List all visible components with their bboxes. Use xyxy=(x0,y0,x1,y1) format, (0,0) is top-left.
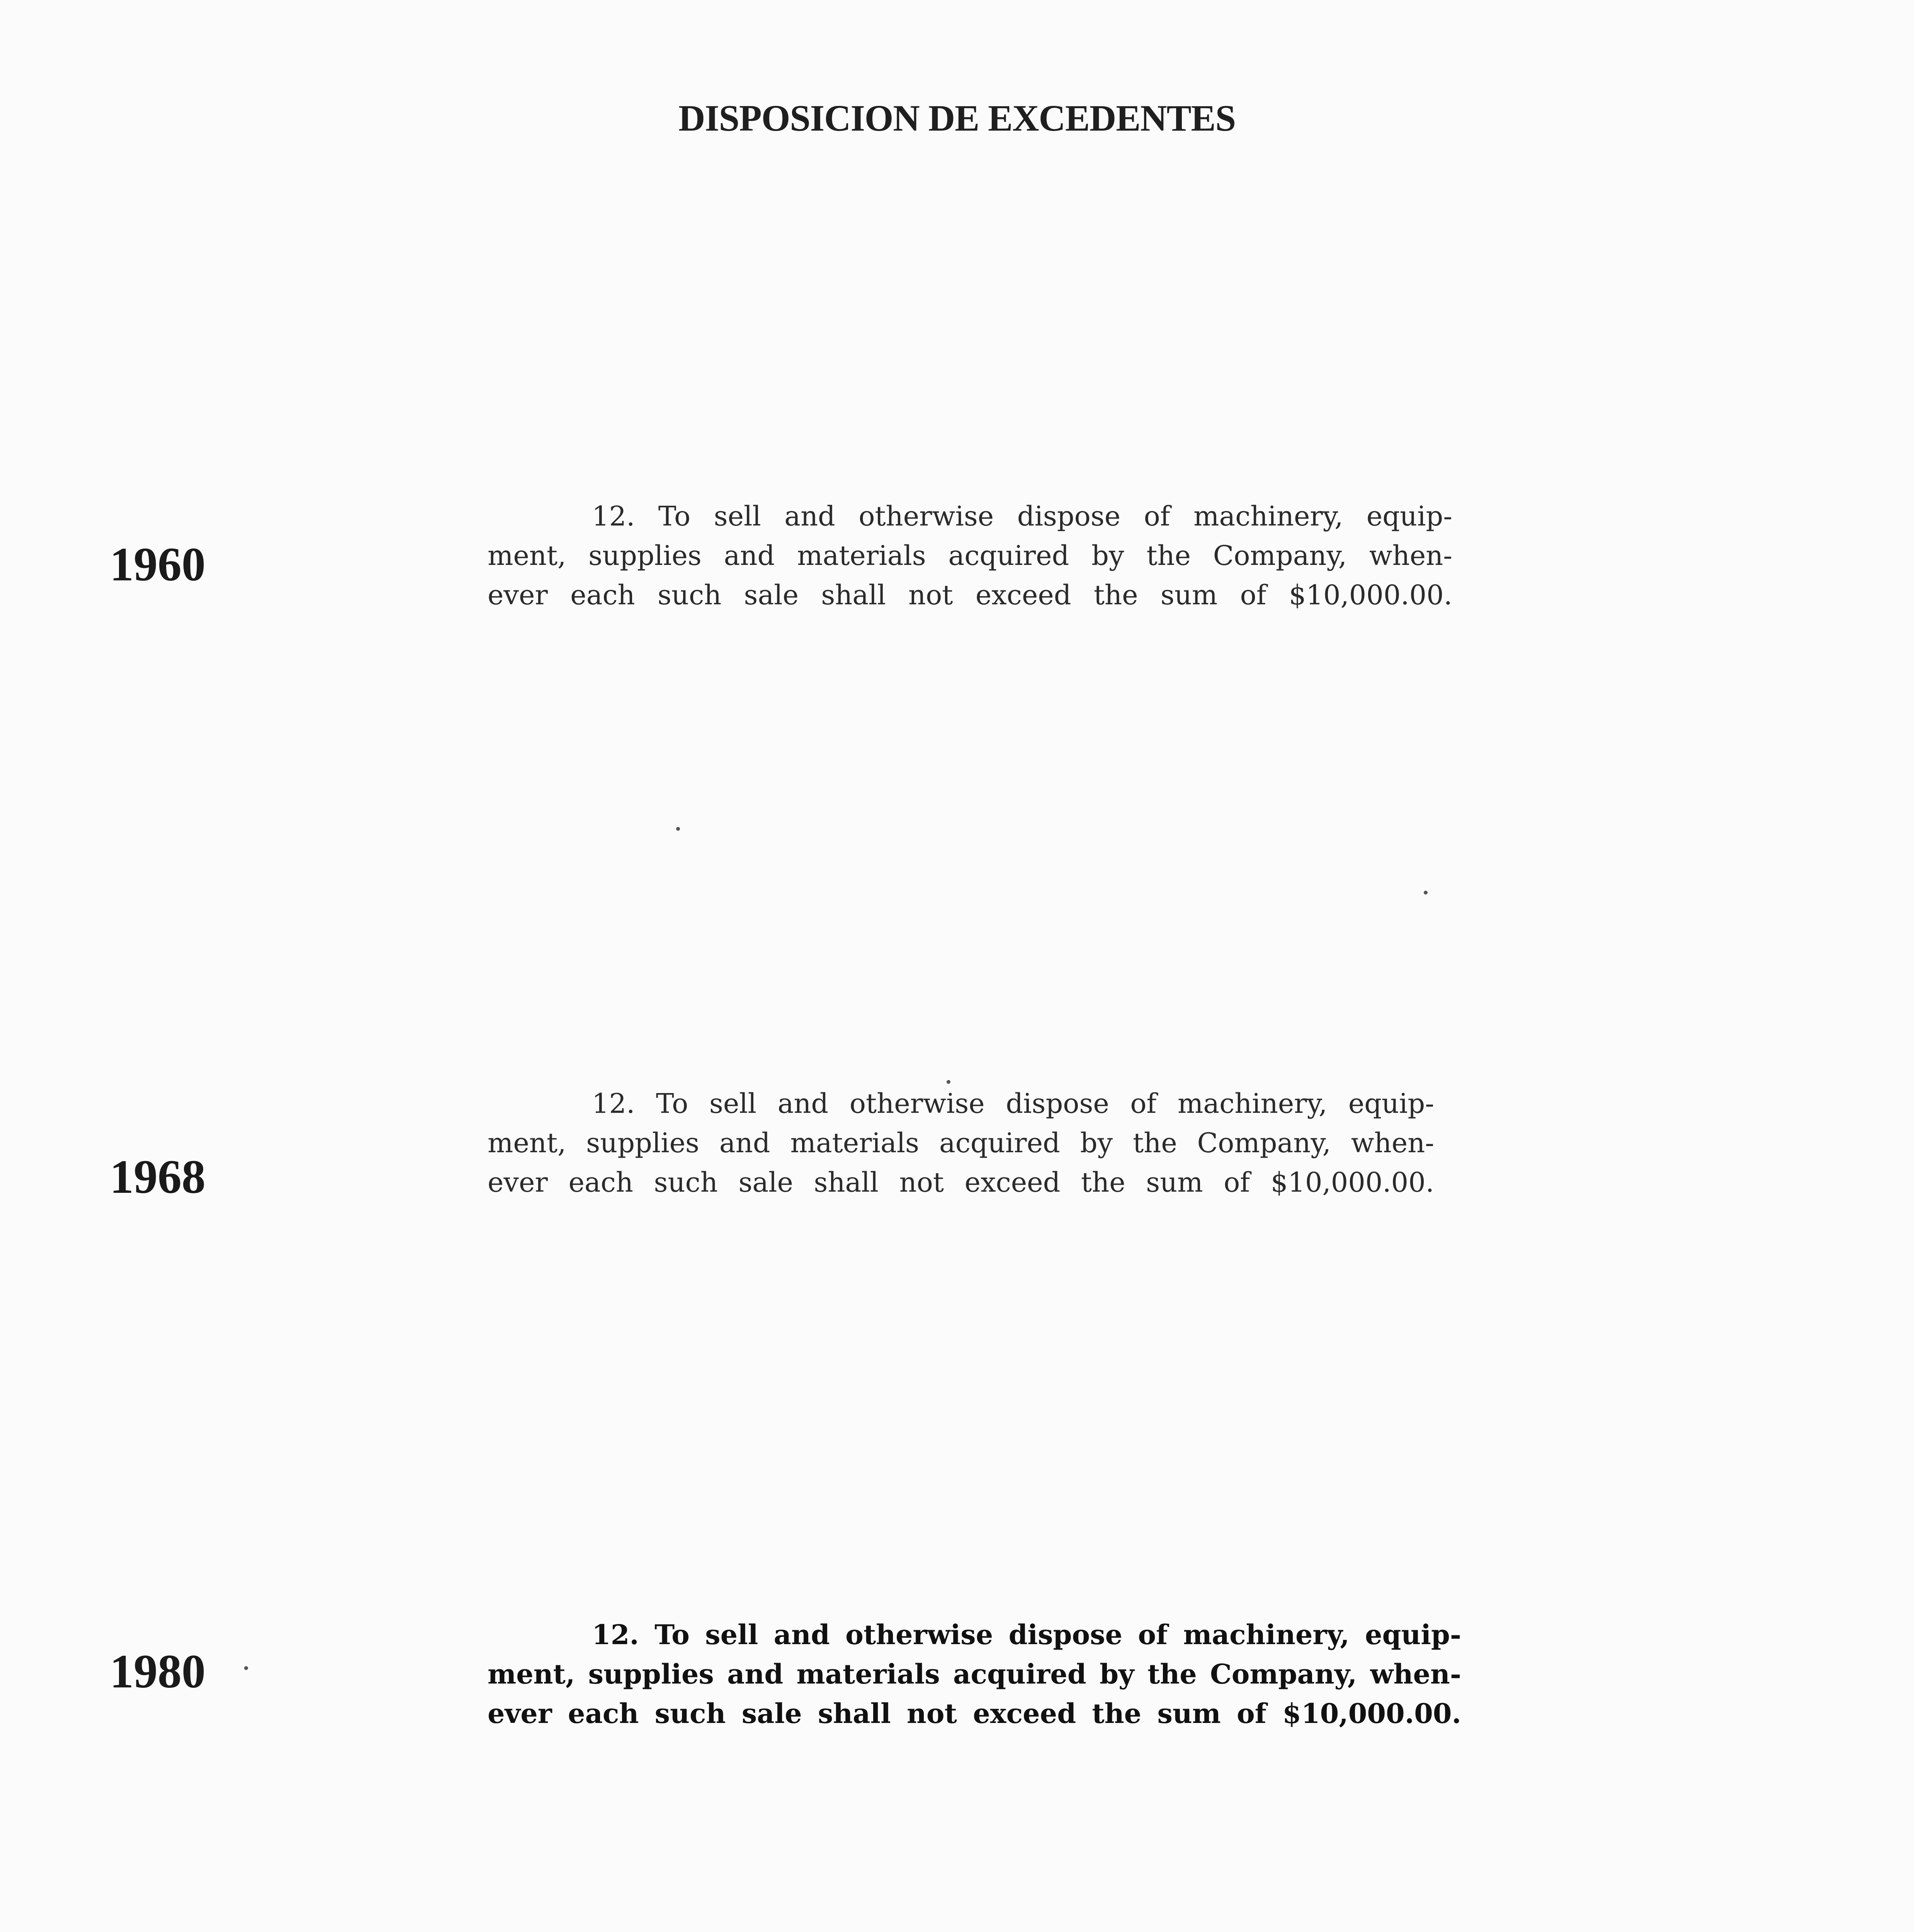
clause-line: ment, supplies and materials acquired by the Company, when- xyxy=(488,1127,1434,1159)
page-title: DISPOSICION DE EXCEDENTES xyxy=(678,97,1236,139)
clause-line: ever each such sale shall not exceed the sum of $10,000.00. xyxy=(488,1697,1461,1730)
year-label-1968: 1968 xyxy=(110,1150,206,1203)
scan-speck xyxy=(947,1080,950,1084)
scan-speck xyxy=(244,1666,248,1670)
scan-speck xyxy=(1424,891,1428,895)
clause-line: 12. To sell and otherwise dispose of machinery, equip- xyxy=(592,1088,1434,1119)
clause-1968 xyxy=(488,1084,1434,1202)
clause-1980 xyxy=(488,1615,1461,1733)
clause-line: 12. To sell and otherwise dispose of machinery, equip- xyxy=(592,1619,1461,1651)
clause-line: ever each such sale shall not exceed the sum of $10,000.00. xyxy=(488,1167,1434,1198)
clause-line: 12. To sell and otherwise dispose of machinery, equip- xyxy=(592,500,1452,532)
clause-1960 xyxy=(488,497,1452,615)
year-label-1980: 1980 xyxy=(110,1645,206,1698)
year-label-1960: 1960 xyxy=(110,538,206,591)
clause-line: ever each such sale shall not exceed the sum of $10,000.00. xyxy=(488,579,1452,611)
clause-line: ment, supplies and materials acquired by the Company, when- xyxy=(488,540,1452,571)
scan-speck xyxy=(676,827,680,831)
clause-line: ment, supplies and materials acquired by the Company, when- xyxy=(488,1658,1461,1690)
